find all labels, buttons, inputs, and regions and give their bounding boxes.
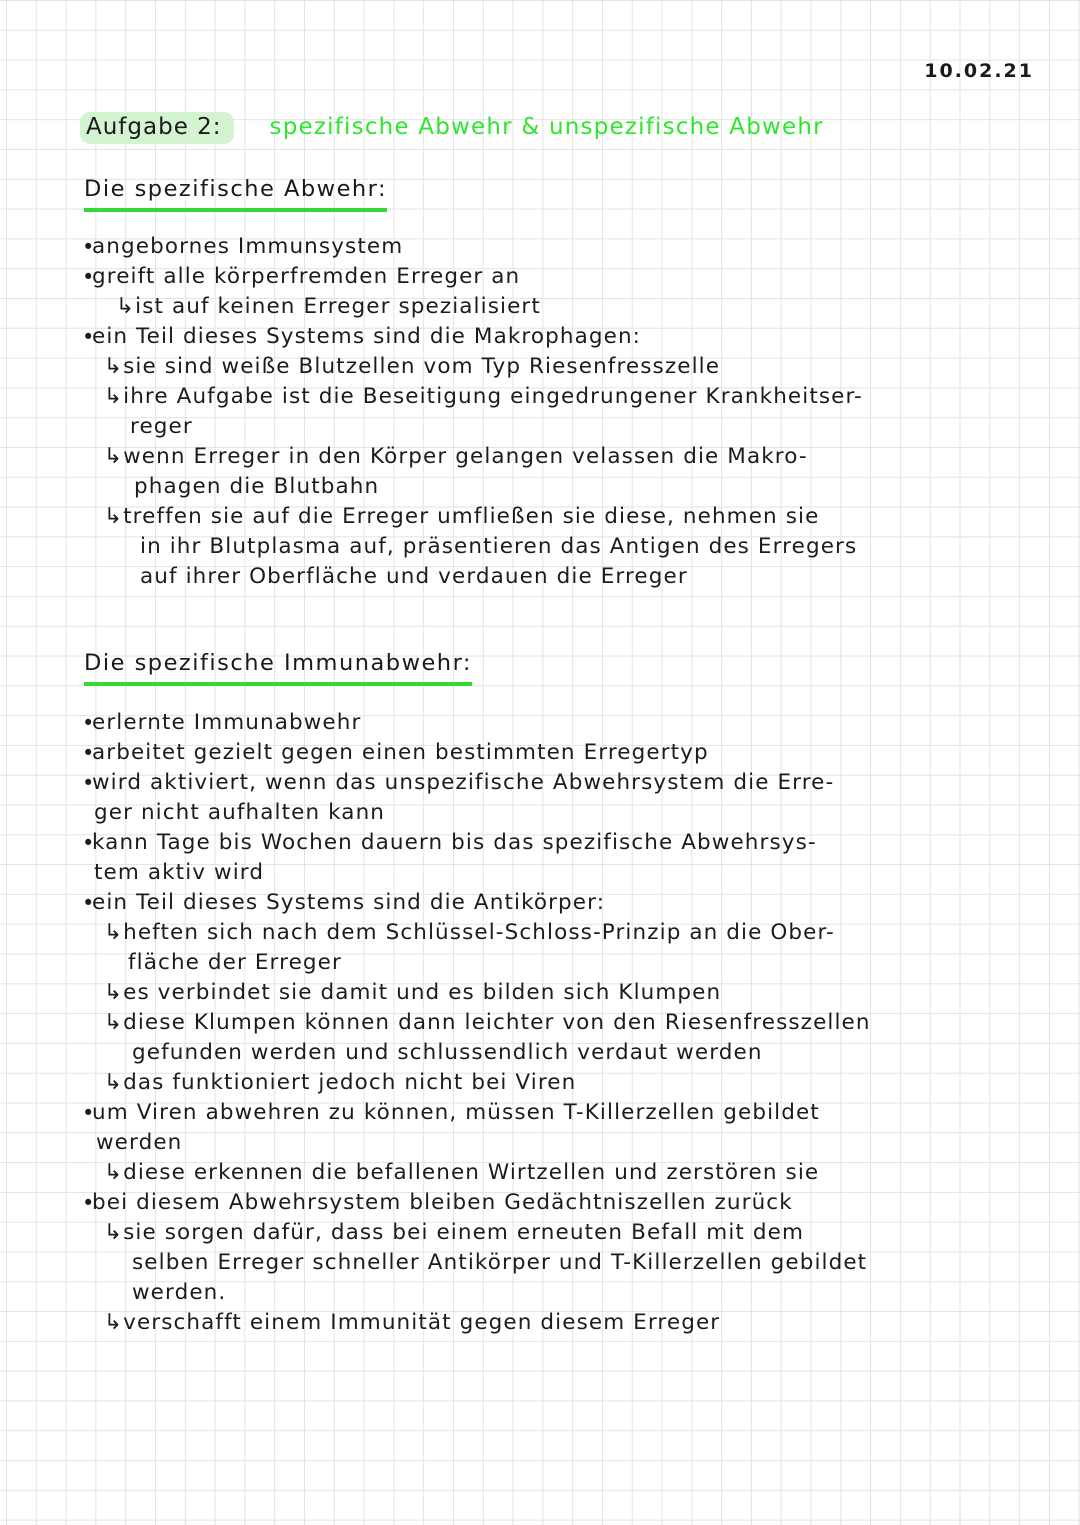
text-line: phagen die Blutbahn	[134, 474, 380, 499]
text-line: ger nicht aufhalten kann	[94, 800, 386, 825]
text-line: • um Viren abwehren zu können, müssen T-Killerzellen gebildet	[82, 1100, 820, 1125]
text-line: tem aktiv wird	[94, 860, 265, 885]
text-line: fläche der Erreger	[128, 950, 342, 975]
text-line: ↳sie sind weiße Blutzellen vom Typ Riesenfresszelle	[104, 354, 721, 379]
section-heading: Die spezifische Immunabwehr:	[84, 650, 472, 686]
text-line: • angebornes Immunsystem	[82, 234, 404, 259]
text-line: in ihr Blutplasma auf, präsentieren das Antigen des Erregers	[140, 534, 858, 559]
text-line: reger	[130, 414, 193, 439]
text-line: ↳das funktioniert jedoch nicht bei Viren	[104, 1070, 577, 1095]
text-line: werden.	[132, 1280, 227, 1305]
task-header	[80, 112, 824, 144]
text-line: ↳diese Klumpen können dann leichter von den Riesenfresszellen	[104, 1010, 871, 1035]
text-line: • wird aktiviert, wenn das unspezifische Abwehrsystem die Erre-	[82, 770, 835, 795]
text-line: ↳sie sorgen dafür, dass bei einem erneuten Befall mit dem	[104, 1220, 804, 1245]
text-line: gefunden werden und schlussendlich verdaut werden	[132, 1040, 763, 1065]
text-line: ↳heften sich nach dem Schlüssel-Schloss-Prinzip an die Ober-	[104, 920, 835, 945]
text-line: • kann Tage bis Wochen dauern bis das spezifische Abwehrsys-	[82, 830, 817, 855]
text-line: • ein Teil dieses Systems sind die Antikörper:	[82, 890, 606, 915]
text-line: ↳es verbindet sie damit und es bilden sich Klumpen	[104, 980, 722, 1005]
text-line: • ein Teil dieses Systems sind die Makrophagen:	[82, 324, 642, 349]
text-line: ↳wenn Erreger in den Körper gelangen velassen die Makro-	[104, 444, 808, 469]
text-line: ↳ist auf keinen Erreger spezialisiert	[116, 294, 541, 319]
text-line: ↳verschafft einem Immunität gegen diesem Erreger	[104, 1310, 721, 1335]
text-line: • erlernte Immunabwehr	[82, 710, 362, 735]
task-topic: spezifische Abwehr & unspezifische Abwehr	[269, 114, 824, 140]
text-line: auf ihrer Oberfläche und verdauen die Erreger	[140, 564, 688, 589]
text-line: • greift alle körperfremden Erreger an	[82, 264, 521, 289]
text-line: ↳diese erkennen die befallenen Wirtzellen und zerstören sie	[104, 1160, 820, 1185]
date-label: 10.02.21	[924, 60, 1034, 82]
text-line: werden	[96, 1130, 183, 1155]
task-label: Aufgabe 2:	[80, 112, 234, 144]
text-line: • bei diesem Abwehrsystem bleiben Gedächtniszellen zurück	[82, 1190, 793, 1215]
text-line: • arbeitet gezielt gegen einen bestimmten Erregertyp	[82, 740, 709, 765]
section-heading: Die spezifische Abwehr:	[84, 176, 387, 212]
text-line: selben Erreger schneller Antikörper und T-Killerzellen gebildet	[132, 1250, 868, 1275]
text-line: ↳ihre Aufgabe ist die Beseitigung eingedrungener Krankheitser-	[104, 384, 863, 409]
text-line: ↳treffen sie auf die Erreger umfließen sie diese, nehmen sie	[104, 504, 820, 529]
